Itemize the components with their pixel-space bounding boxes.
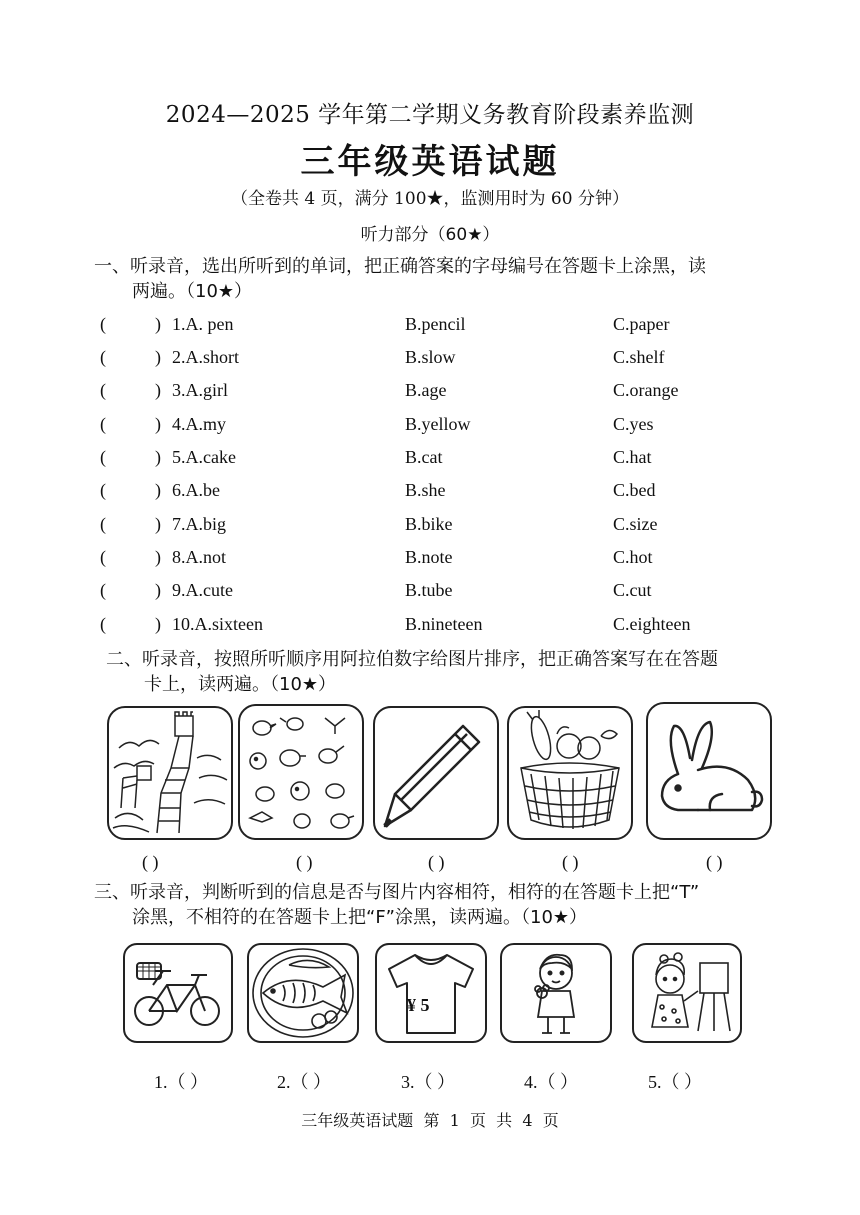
judge-answer-2[interactable]: 2.（ ） (277, 1072, 331, 1092)
question-row (0, 480, 860, 513)
pencil-picture (373, 706, 499, 840)
section2-title-line1: 二、听录音，按照所听顺序用阿拉伯数字给图片排序，把正确答案写在在答题 (106, 649, 718, 670)
option-a: 6.A.be (172, 480, 220, 500)
girl-painting-picture (632, 943, 742, 1043)
question-row (0, 380, 860, 413)
option-a: 7.A.big (172, 514, 226, 534)
question-row (0, 514, 860, 547)
answer-paren-right: ) (155, 314, 161, 334)
question-row (0, 414, 860, 447)
option-b: B.pencil (405, 314, 466, 334)
answer-paren-left[interactable]: ( (100, 314, 106, 334)
section2-title (106, 647, 796, 697)
vegetable-basket-icon (509, 708, 631, 838)
section2-title-line2: 卡上，读两遍。（10★） (144, 674, 337, 695)
order-answer-blank-5[interactable]: ( ) (706, 852, 723, 872)
option-c: C.bed (613, 480, 656, 500)
great-wall-picture (107, 706, 233, 840)
exam-header-line: 2024—2025 学年第二学期义务教育阶段素养监测 (165, 102, 695, 128)
answer-paren-left[interactable]: ( (100, 480, 106, 500)
bicycle-icon (125, 945, 231, 1041)
option-a: 9.A.cute (172, 580, 233, 600)
answer-paren-left[interactable]: ( (100, 580, 106, 600)
question-row (0, 314, 860, 347)
answer-paren-right: ) (155, 580, 161, 600)
answer-paren-left[interactable]: ( (100, 547, 106, 567)
t-shirt-picture (375, 943, 487, 1043)
order-answer-blank-2[interactable]: ( ) (296, 852, 313, 872)
answer-paren-right: ) (155, 347, 161, 367)
bicycle-picture (123, 943, 233, 1043)
exam-title: 三年级英语试题 (300, 142, 560, 182)
answer-paren-left[interactable]: ( (100, 347, 106, 367)
answer-paren-left[interactable]: ( (100, 514, 106, 534)
order-answer-blank-4[interactable]: ( ) (562, 852, 579, 872)
option-b: B.yellow (405, 414, 471, 434)
option-a: 8.A.not (172, 547, 226, 567)
answer-paren-right: ) (155, 514, 161, 534)
answer-paren-left[interactable]: ( (100, 380, 106, 400)
option-a: 5.A.cake (172, 447, 236, 467)
boy-with-flower-picture (500, 943, 612, 1043)
great-wall-icon (109, 708, 231, 838)
answer-paren-right: ) (155, 480, 161, 500)
option-b: B.age (405, 380, 447, 400)
answer-paren-right: ) (155, 380, 161, 400)
boy-icon (502, 945, 610, 1041)
section1-title-line1: 一、听录音，选出所听到的单词，把正确答案的字母编号在答题卡上涂黑，读 (94, 256, 706, 277)
option-c: C.hot (613, 547, 653, 567)
birds-icon (240, 706, 362, 838)
section1-title-line2: 两遍。（10★） (132, 281, 253, 302)
option-a: 4.A.my (172, 414, 226, 434)
option-a: 3.A.girl (172, 380, 228, 400)
vegetable-basket-picture (507, 706, 633, 840)
question-row (0, 447, 860, 480)
birds-picture (238, 704, 364, 840)
option-c: C.size (613, 514, 658, 534)
page-footer: 三年级英语试题 第 1 页 共 4 页 (301, 1111, 559, 1130)
judge-answer-4[interactable]: 4.（ ） (524, 1072, 578, 1092)
option-c: C.hat (613, 447, 652, 467)
question-row (0, 580, 860, 613)
fish-icon (249, 945, 357, 1041)
order-answer-blank-3[interactable]: ( ) (428, 852, 445, 872)
option-b: B.note (405, 547, 453, 567)
section3-title (94, 880, 784, 930)
t-shirt-price: ¥ 5 (407, 995, 430, 1015)
fish-plate-picture (247, 943, 359, 1043)
exam-note: （全卷共 4 页，满分 100★，监测用时为 60 分钟） (231, 189, 629, 209)
judge-answer-1[interactable]: 1.（ ） (154, 1072, 208, 1092)
option-a: 10.A.sixteen (172, 614, 263, 634)
section3-title-line1: 三、听录音，判断听到的信息是否与图片内容相符，相符的在答题卡上把“T” (94, 882, 700, 903)
option-a: 2.A.short (172, 347, 239, 367)
option-c: C.eighteen (613, 614, 691, 634)
rabbit-picture (646, 702, 772, 840)
option-c: C.yes (613, 414, 654, 434)
question-row (0, 347, 860, 380)
answer-paren-left[interactable]: ( (100, 447, 106, 467)
pencil-icon (375, 708, 497, 838)
question-row (0, 614, 860, 647)
option-a: 1.A. pen (172, 314, 234, 334)
answer-paren-left[interactable]: ( (100, 614, 106, 634)
judge-answer-5[interactable]: 5.（ ） (648, 1072, 702, 1092)
option-b: B.tube (405, 580, 453, 600)
option-c: C.orange (613, 380, 679, 400)
answer-paren-left[interactable]: ( (100, 414, 106, 434)
answer-paren-right: ) (155, 414, 161, 434)
t-shirt-icon (377, 945, 485, 1041)
rabbit-icon (648, 704, 770, 838)
answer-paren-right: ) (155, 447, 161, 467)
option-b: B.bike (405, 514, 453, 534)
girl-painting-icon (634, 945, 740, 1041)
option-b: B.nineteen (405, 614, 483, 634)
part-title: 听力部分（60★） (360, 225, 500, 245)
section1-title (94, 254, 784, 304)
option-c: C.cut (613, 580, 652, 600)
order-answer-blank-1[interactable]: ( ) (142, 852, 159, 872)
answer-paren-right: ) (155, 547, 161, 567)
option-c: C.paper (613, 314, 670, 334)
answer-paren-right: ) (155, 614, 161, 634)
judge-answer-3[interactable]: 3.（ ） (401, 1072, 455, 1092)
question-row (0, 547, 860, 580)
option-c: C.shelf (613, 347, 665, 367)
section3-title-line2: 涂黑，不相符的在答题卡上把“F”涂黑，读两遍。（10★） (132, 907, 588, 928)
option-b: B.slow (405, 347, 456, 367)
option-b: B.cat (405, 447, 443, 467)
option-b: B.she (405, 480, 446, 500)
